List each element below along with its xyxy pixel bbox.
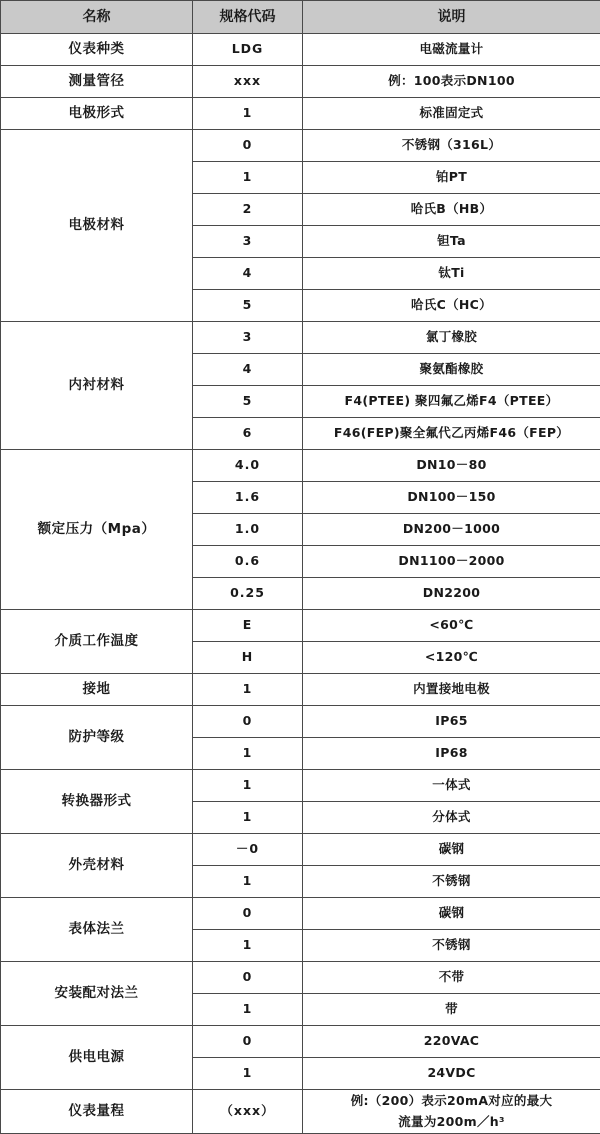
table-row [1,706,600,738]
row-description-cell: 标准固定式 [303,98,600,130]
row-code-cell: 4.0 [193,450,303,482]
row-description-cell: 钽Ta [303,226,600,258]
row-code-cell: 0 [193,1026,303,1058]
row-code-cell: 1 [193,802,303,834]
column-header-name: 名称 [1,1,193,34]
table-row [1,450,600,482]
row-description-cell: 不带 [303,962,600,994]
row-description-cell: F46(FEP)聚全氟代乙丙烯F46（FEP） [303,418,600,450]
table-row [1,1090,600,1134]
table-row [1,962,600,994]
column-header-code: 规格代码 [193,1,303,34]
row-name-cell: 仪表种类 [1,34,193,66]
row-description-cell: 不锈钢 [303,866,600,898]
row-description-cell: 电磁流量计 [303,34,600,66]
row-code-cell: －0 [193,834,303,866]
row-description-cell: <120℃ [303,642,600,674]
row-description-cell: 氯丁橡胶 [303,322,600,354]
row-description-cell: 聚氨酯橡胶 [303,354,600,386]
row-code-cell: LDG [193,34,303,66]
table-row [1,898,600,930]
row-description-cell: DN200－1000 [303,514,600,546]
row-code-cell: H [193,642,303,674]
row-code-cell: 1.6 [193,482,303,514]
row-code-cell: 1 [193,930,303,962]
row-name-cell: 仪表量程 [1,1090,193,1134]
row-description-cell: 哈氏B（HB） [303,194,600,226]
row-description-cell: 碳钢 [303,898,600,930]
row-code-cell: 0 [193,898,303,930]
table-row [1,66,600,98]
row-code-cell: 1 [193,674,303,706]
table-row [1,770,600,802]
row-code-cell: 1 [193,1058,303,1090]
row-description-cell: 24VDC [303,1058,600,1090]
table-row [1,1026,600,1058]
row-description-cell: <60℃ [303,610,600,642]
header-row [1,1,600,34]
row-code-cell: 1 [193,162,303,194]
row-code-cell: xxx [193,66,303,98]
row-code-cell: 0 [193,706,303,738]
row-name-cell: 防护等级 [1,706,193,770]
row-description-cell [303,1090,600,1134]
row-code-cell: 3 [193,226,303,258]
row-description-cell: 哈氏C（HC） [303,290,600,322]
row-code-cell: （xxx） [193,1090,303,1134]
row-code-cell: 0.6 [193,546,303,578]
row-description-cell: 碳钢 [303,834,600,866]
table-row [1,834,600,866]
row-code-cell: 0 [193,130,303,162]
row-description-cell: IP65 [303,706,600,738]
column-header-description: 说明 [303,1,600,34]
row-name-cell: 介质工作温度 [1,610,193,674]
table-row [1,610,600,642]
table-row [1,130,600,162]
row-description-cell: 不锈钢 [303,930,600,962]
row-description-cell: 分体式 [303,802,600,834]
table-row [1,674,600,706]
row-code-cell: 1 [193,866,303,898]
row-description-cell: DN2200 [303,578,600,610]
row-code-cell: 4 [193,354,303,386]
row-name-cell: 供电电源 [1,1026,193,1090]
row-description-cell: 例：100表示DN100 [303,66,600,98]
row-code-cell: 2 [193,194,303,226]
description-line: 例:（200）表示20mA对应的最大 [303,1090,600,1111]
description-line: 流量为200m／h³ [303,1111,600,1132]
row-name-cell: 内衬材料 [1,322,193,450]
row-description-cell: 不锈钢（316L） [303,130,600,162]
row-name-cell: 转换器形式 [1,770,193,834]
row-description-cell: 内置接地电极 [303,674,600,706]
table-row [1,98,600,130]
row-description-cell: IP68 [303,738,600,770]
row-name-cell: 表体法兰 [1,898,193,962]
row-code-cell: 6 [193,418,303,450]
row-description-cell: DN10－80 [303,450,600,482]
row-name-cell: 电极材料 [1,130,193,322]
row-name-cell: 安装配对法兰 [1,962,193,1026]
row-description-cell: F4(PTEE) 聚四氟乙烯F4（PTEE） [303,386,600,418]
row-code-cell: 5 [193,290,303,322]
row-description-cell: 钛Ti [303,258,600,290]
row-code-cell: 4 [193,258,303,290]
row-code-cell: 5 [193,386,303,418]
row-code-cell: 1.0 [193,514,303,546]
table-body [1,34,600,1134]
row-description-cell: 带 [303,994,600,1026]
row-description-cell: DN1100－2000 [303,546,600,578]
table-row [1,34,600,66]
row-code-cell: 0.25 [193,578,303,610]
row-name-cell: 接地 [1,674,193,706]
row-code-cell: 1 [193,738,303,770]
row-name-cell: 额定压力（Mpa） [1,450,193,610]
row-code-cell: 3 [193,322,303,354]
row-code-cell: 1 [193,98,303,130]
row-name-cell: 测量管径 [1,66,193,98]
table-row [1,322,600,354]
row-code-cell: E [193,610,303,642]
table-header [1,1,600,34]
row-code-cell: 1 [193,770,303,802]
row-name-cell: 电极形式 [1,98,193,130]
row-description-cell: DN100－150 [303,482,600,514]
row-name-cell: 外壳材料 [1,834,193,898]
row-description-cell: 铂PT [303,162,600,194]
row-code-cell: 0 [193,962,303,994]
row-code-cell: 1 [193,994,303,1026]
row-description-cell: 220VAC [303,1026,600,1058]
row-description-cell: 一体式 [303,770,600,802]
